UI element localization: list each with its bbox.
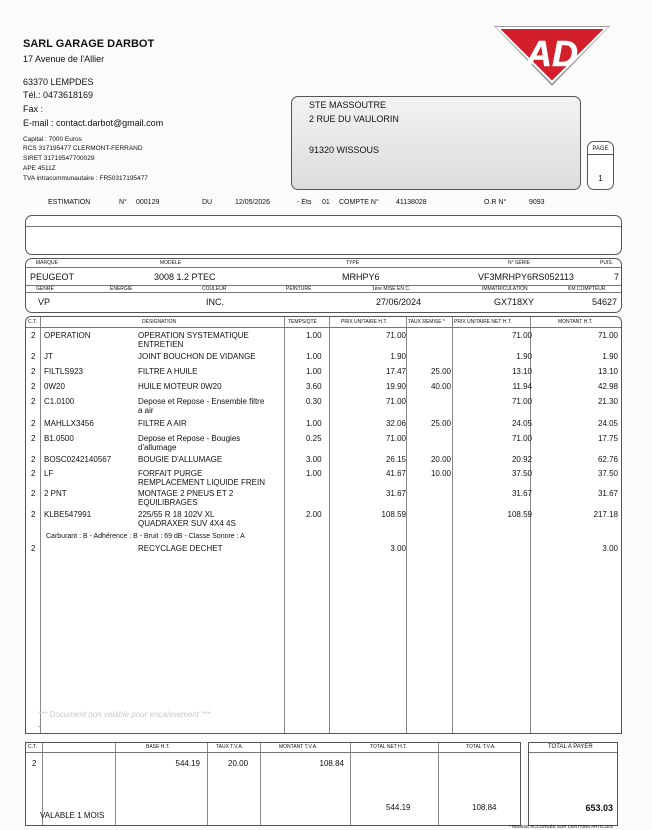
th-remise: TAUX REMISE * — [408, 319, 445, 325]
line-ref: KLBE547991 — [44, 510, 92, 519]
tt-taux: TAUX T.V.A. — [216, 744, 244, 750]
line-discount: 40.00 — [430, 382, 451, 391]
vh-immat: IMMATRICULATION — [482, 286, 528, 292]
line-designation: FILTRE A AIR — [138, 419, 187, 428]
line-designation-2: ENTRETIEN — [138, 340, 184, 349]
th-montant: MONTANT H.T. — [558, 319, 593, 325]
line-amount: 21.30 — [597, 397, 618, 406]
company-capital: Capital : 7000 Euros — [23, 136, 82, 143]
vh-serie: N° SÉRIE — [508, 260, 531, 266]
line-designation: FILTRE A HUILE — [138, 367, 198, 376]
line-ref: JT — [44, 352, 53, 361]
dot: . — [38, 720, 41, 729]
line-ref: FILTLS923 — [44, 367, 83, 376]
company-address: 17 Avenue de l'Allier — [23, 54, 105, 64]
doc-or: 9093 — [529, 199, 545, 206]
line-qty: 3.60 — [306, 382, 322, 391]
total-tva: 108.84 — [472, 803, 497, 812]
doc-num: 000129 — [136, 199, 160, 206]
vh-energie: ÉNERGIE — [110, 286, 133, 292]
doc-ets: 01 — [322, 199, 330, 206]
validity: VALABLE 1 MOIS — [40, 811, 105, 820]
doc-type: ESTIMATION — [48, 199, 91, 206]
line-discount: 20.00 — [430, 455, 451, 464]
th-pu: PRIX UNITAIRE H.T. — [341, 319, 388, 325]
line-net-price: 108.59 — [507, 510, 532, 519]
line-qty: 0.30 — [306, 397, 322, 406]
vh-modele: MODÈLE — [160, 260, 182, 266]
line-amount: 3.00 — [602, 544, 618, 553]
line-designation: HUILE MOTEUR 0W20 — [138, 382, 222, 391]
company-tva: TVA intracommunautaire : FR50317195477 — [23, 175, 148, 182]
v-mise: 27/06/2024 — [376, 297, 422, 307]
line-ref: C1.0100 — [44, 397, 75, 406]
line-qty: 1.00 — [306, 352, 322, 361]
client-street: 2 RUE DU VAULORIN — [309, 114, 399, 124]
client-name: STE MASSOUTRE — [309, 100, 387, 110]
doc-date: 12/05/2026 — [235, 199, 271, 206]
line-unit-price: 1.90 — [390, 352, 406, 361]
line-ct: 2 — [31, 544, 36, 553]
line-designation: BOUGIE D'ALLUMAGE — [138, 455, 223, 464]
company-name: SARL GARAGE DARBOT — [23, 38, 155, 50]
company-fax: Fax : — [23, 104, 44, 114]
line-net-price: 1.90 — [516, 352, 532, 361]
tt-base: BASE H.T. — [146, 744, 170, 750]
vh-marque: MARQUE — [36, 260, 58, 266]
line-unit-price: 108.59 — [381, 510, 406, 519]
line-amount: 24.05 — [597, 419, 618, 428]
doc-compte: 41138028 — [396, 199, 427, 206]
line-ct: 2 — [31, 367, 36, 376]
line-amount: 217.18 — [593, 510, 618, 519]
line-designation: Depose et Repose - Bougies — [138, 434, 241, 443]
line-qty: 1.00 — [306, 469, 322, 478]
tt-total-net: TOTAL NET H.T. — [370, 744, 408, 750]
lines-table — [25, 316, 622, 734]
line-net-price: 24.05 — [511, 419, 532, 428]
line-unit-price: 32.06 — [385, 419, 406, 428]
line-ct: 2 — [31, 434, 36, 443]
vh-couleur: COULEUR — [202, 286, 227, 292]
tt-ct: C.T. — [28, 744, 37, 750]
line-ref: B1.0500 — [44, 434, 74, 443]
line-designation: FORFAIT PURGE — [138, 469, 203, 478]
line-unit-price: 3.00 — [390, 544, 406, 553]
line-ref: 0W20 — [44, 382, 65, 391]
th-temps: TEMPS/QTÉ — [288, 319, 317, 325]
line-net-price: 13.10 — [511, 367, 532, 376]
line-amount: 42.98 — [597, 382, 618, 391]
line-net-price: 71.00 — [511, 331, 532, 340]
line-unit-price: 71.00 — [385, 397, 406, 406]
th-designation: DÉSIGNATION — [142, 319, 177, 325]
line-qty: 1.00 — [306, 331, 322, 340]
v-km: 54627 — [592, 297, 618, 307]
line-ct: 2 — [31, 455, 36, 464]
totals-table — [25, 742, 521, 826]
company-city: 63370 LEMPDES — [23, 77, 94, 87]
th-punet: PRIX UNITAIRE NET H.T. — [454, 319, 512, 325]
tt-total-payer: TOTAL A PAYER — [548, 744, 593, 750]
line-ct: 2 — [31, 397, 36, 406]
total-montant-tva: 108.84 — [319, 759, 344, 768]
company-ape: APE 4511Z — [23, 165, 56, 172]
line-designation: JOINT BOUCHON DE VIDANGE — [138, 352, 256, 361]
tire-note: Carburant : B - Adhérence : B - Bruit : 69 dB - Classe Sonore : A — [46, 533, 245, 540]
line-unit-price: 71.00 — [385, 434, 406, 443]
line-ref: BOSC0242140567 — [44, 455, 112, 464]
doc-ets-label: - Ets — [297, 199, 312, 206]
line-discount: 25.00 — [430, 367, 451, 376]
tt-total-tva: TOTAL T.V.A. — [466, 744, 496, 750]
v-immat: GX718XY — [494, 297, 535, 307]
line-net-price: 11.94 — [512, 382, 532, 391]
line-ct: 2 — [31, 382, 36, 391]
v-marque: PEUGEOT — [30, 272, 75, 282]
doc-compte-label: COMPTE N° — [339, 199, 379, 206]
line-unit-price: 31.67 — [385, 489, 406, 498]
line-designation: RECYCLAGE DECHET — [138, 544, 223, 553]
line-ct: 2 — [31, 489, 36, 498]
notes-box — [25, 215, 622, 255]
line-qty: 1.00 — [306, 419, 322, 428]
line-designation-2: REMPLACEMENT LIQUIDE FREIN — [138, 478, 265, 487]
line-designation-2: QUADRAXER SUV 4X4 4S — [138, 519, 236, 528]
line-designation: MONTAGE 2 PNEUS ET 2 — [138, 489, 234, 498]
v-puis: 7 — [614, 272, 620, 282]
doc-num-label: N° — [119, 199, 127, 206]
vh-genre: GENRE — [36, 286, 54, 292]
doc-or-label: O.R N° — [484, 199, 507, 206]
v-modele: 3008 1.2 PTEC — [154, 272, 216, 282]
line-qty: 3.00 — [306, 455, 322, 464]
line-unit-price: 17.47 — [385, 367, 406, 376]
company-rcs: RCS 317195477 CLERMONT-FERRAND — [23, 145, 143, 152]
line-ct: 2 — [31, 419, 36, 428]
line-ref: 2 PNT — [44, 489, 67, 498]
ad-logo-text: AD — [526, 33, 578, 74]
line-designation: 225/55 R 18 102V XL — [138, 510, 215, 519]
tt-montant-tva: MONTANT T.V.A. — [279, 744, 318, 750]
vh-km: KM COMPTEUR — [568, 286, 606, 292]
company-email: E-mail : contact.darbot@gmail.com — [23, 118, 164, 128]
line-amount: 13.10 — [597, 367, 618, 376]
line-ref: LF — [44, 469, 54, 478]
total-to-pay: 653.03 — [585, 803, 613, 813]
line-amount: 37.50 — [597, 469, 618, 478]
footnote: * REMISE ACCORDÉE SUR CERTAINS ARTICLES — [509, 824, 614, 829]
total-taux: 20.00 — [228, 759, 249, 768]
client-box — [291, 96, 581, 190]
ad-logo — [492, 24, 612, 88]
vh-peinture: PEINTURE — [286, 286, 312, 292]
line-qty: 0.25 — [306, 434, 322, 443]
page-number-box — [587, 141, 614, 190]
line-ct: 2 — [31, 510, 36, 519]
v-couleur: INC. — [206, 297, 224, 307]
line-amount: 31.67 — [597, 489, 618, 498]
company-tel: Tél.: 0473618169 — [23, 90, 94, 100]
total-ct: 2 — [32, 759, 37, 768]
v-genre: VP — [38, 297, 51, 307]
line-amount: 71.00 — [597, 331, 618, 340]
line-net-price: 37.50 — [511, 469, 532, 478]
v-serie: VF3MRHPY6RS052113 — [478, 272, 574, 282]
line-designation-2: EQUILIBRAGES — [138, 498, 198, 507]
doc-du-label: DU — [202, 199, 213, 206]
line-net-price: 71.00 — [511, 434, 532, 443]
watermark: *** Document non valable pour encaissement *** — [38, 710, 211, 719]
vh-type: TYPE — [346, 260, 360, 266]
line-qty: 1.00 — [306, 367, 322, 376]
line-ct: 2 — [31, 469, 36, 478]
company-siret: SIRET 31719547700029 — [23, 155, 95, 162]
line-qty: 2.00 — [306, 510, 322, 519]
line-designation: OPERATION SYSTEMATIQUE — [138, 331, 249, 340]
line-amount: 17.75 — [597, 434, 618, 443]
line-net-price: 71.00 — [511, 397, 532, 406]
line-unit-price: 26.15 — [385, 455, 406, 464]
line-discount: 10.00 — [430, 469, 451, 478]
line-designation-2: d'allumage — [138, 443, 177, 452]
line-ct: 2 — [31, 352, 36, 361]
line-net-price: 31.67 — [511, 489, 532, 498]
total-base: 544.19 — [175, 759, 200, 768]
line-unit-price: 41.67 — [385, 469, 406, 478]
line-ct: 2 — [31, 331, 36, 340]
line-unit-price: 19.90 — [385, 382, 406, 391]
line-ref: OPERATION — [44, 331, 91, 340]
line-ref: MAHLLX3456 — [44, 419, 94, 428]
vh-mise: 1ère MISE EN C. — [372, 286, 411, 292]
total-net: 544.19 — [386, 803, 411, 812]
line-net-price: 20.92 — [511, 455, 532, 464]
line-amount: 1.90 — [602, 352, 618, 361]
line-discount: 25.00 — [430, 419, 451, 428]
vehicle-box — [25, 258, 622, 313]
vh-puis: PUIS. — [600, 260, 614, 266]
line-designation: Depose et Repose - Ensemble filtre — [138, 397, 265, 406]
line-unit-price: 71.00 — [385, 331, 406, 340]
client-city: 91320 WISSOUS — [309, 145, 380, 155]
th-ct: C.T. — [28, 319, 37, 325]
page-label: PAGE — [588, 146, 613, 155]
v-type: MRHPY6 — [342, 272, 380, 282]
total-to-pay-box — [528, 742, 618, 826]
line-amount: 62.76 — [597, 455, 618, 464]
page-value: 1 — [598, 174, 603, 183]
line-designation-2: a air — [138, 406, 154, 415]
ad-logo-icon — [492, 24, 612, 88]
